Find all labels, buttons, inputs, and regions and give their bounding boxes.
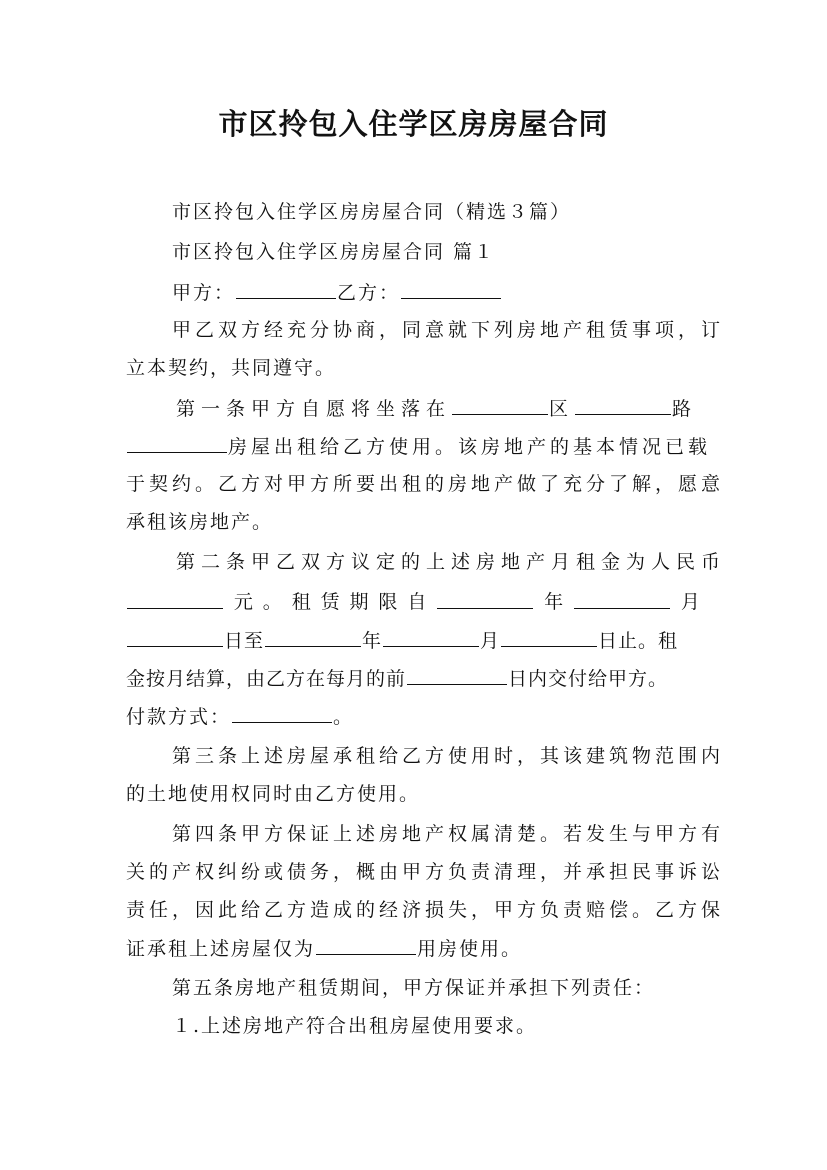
article2-text-end: 日止。租 (598, 630, 679, 652)
article5-item1: １.上述房地产符合出租房屋使用要求。 (172, 1015, 538, 1037)
article2-line4 (126, 666, 668, 691)
article4-line1: 第四条甲方保证上述房地产权属清楚。若发生与甲方有 (172, 823, 725, 845)
article2-blank-end-day (501, 628, 597, 647)
article2-text-year2: 年 (362, 630, 383, 652)
article2-blank-rent (127, 590, 223, 609)
article2-blank-end-month (383, 628, 479, 647)
article3-line1: 第三条上述房屋承租给乙方使用时，其该建筑物范围内 (172, 745, 725, 767)
parties-line (172, 280, 502, 305)
article4-text-a: 证承租上述房屋仅为 (126, 938, 316, 960)
party-a-label: 甲方： (172, 282, 236, 304)
article2-text-month2: 月 (480, 630, 501, 652)
article5-line1: 第五条房地产租赁期间，甲方保证并承担下列责任： (172, 977, 656, 999)
article1-blank-district (452, 396, 548, 415)
article2-text-lin: 赁 (320, 591, 340, 613)
article1-blank-address (127, 434, 227, 453)
article2-text-period: 。 (262, 591, 282, 613)
article1-line4: 承租该房地产。 (126, 511, 274, 533)
party-b-blank (401, 280, 501, 299)
article2-text-qi: 期 (349, 591, 369, 613)
article2-blank-start-year (437, 590, 533, 609)
article4-line4 (126, 936, 522, 961)
document-title: 市区拎包入住学区房房屋合同 (218, 107, 609, 141)
article2-blank-days (407, 666, 507, 685)
article1-text-c: 路 (672, 398, 698, 420)
article2-text-month: 月 (680, 591, 700, 613)
article2-line1: 第二条甲乙双方议定的上述房地产月租金为人民币 (176, 551, 727, 573)
para1-line2: 立本契约，共同遵守。 (126, 357, 337, 379)
article2-blank-end-year (265, 628, 361, 647)
article2-line3 (126, 628, 678, 653)
article1-text-a: 第一条甲方自愿将坐落在 (176, 398, 452, 420)
article2-text-payment: 金按月结算，由乙方在每月的前 (126, 668, 407, 690)
section-heading: 市区拎包入住学区房房屋合同 篇１ (172, 241, 496, 263)
article2-text-method: 付款方式： (126, 706, 232, 728)
article2-blank-start-month (574, 590, 670, 609)
article2-line5 (126, 704, 354, 729)
article1-line3: 于契约。乙方对甲方所要出租的房地产做了充分了解，愿意 (126, 473, 725, 495)
article1-blank-road (575, 396, 671, 415)
article2-text-dot: 。 (333, 706, 355, 728)
article1-text-l2: 房屋出租给乙方使用。该房地产的基本情况已载 (228, 436, 712, 458)
article2-line2 (126, 590, 700, 614)
article2-blank-start-day (127, 628, 223, 647)
article2-text-deliver: 日内交付给甲方。 (508, 668, 669, 690)
article4-blank-usage (316, 936, 416, 955)
party-a-blank (236, 280, 336, 299)
article2-text-xian: 限 (378, 591, 398, 613)
article4-line3: 责任，因此给乙方造成的经济损失，甲方负责赔偿。乙方保 (126, 899, 725, 921)
article2-blank-method (232, 704, 332, 723)
article2-text-zu: 租 (291, 591, 311, 613)
party-b-label: 乙方： (337, 282, 401, 304)
article2-text-yuan: 元 (233, 591, 253, 613)
article4-text-b: 用房使用。 (417, 938, 523, 960)
subtitle: 市区拎包入住学区房房屋合同（精选３篇） (172, 201, 572, 223)
article2-text-zi: 自 (407, 591, 427, 613)
para1-line1: 甲乙双方经充分协商，同意就下列房地产租赁事项，订 (172, 319, 725, 341)
article1-line2 (126, 434, 711, 459)
article2-text-to: 日至 (224, 630, 265, 652)
article4-line2: 关的产权纠纷或债务，概由甲方负责清理，并承担民事诉讼 (126, 861, 725, 883)
article1-text-b: 区 (549, 398, 575, 420)
article2-text-year: 年 (544, 591, 564, 613)
article3-line2: 的土地使用权同时由乙方使用。 (126, 783, 421, 805)
article1-line1 (176, 396, 697, 421)
